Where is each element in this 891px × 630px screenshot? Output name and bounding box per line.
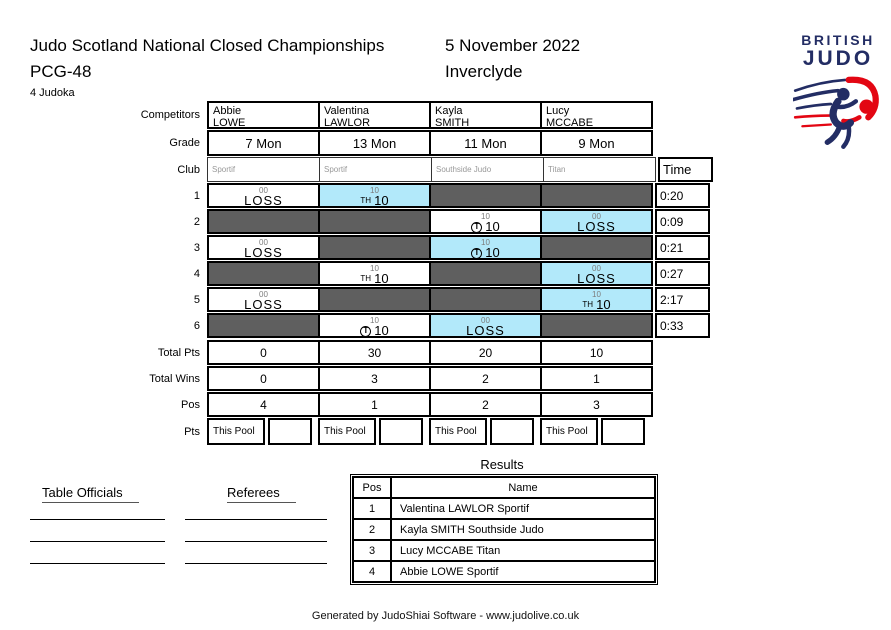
match-row [0,209,714,234]
row-label-club: Club [177,163,200,176]
club-cell: Southside Judo [431,157,544,182]
table-officials-heading: Table Officials [42,485,139,503]
pts-column [429,418,542,445]
pos-row [0,392,714,417]
referees-heading: Referees [227,485,296,503]
match-score-small: 10 [592,290,601,299]
match-number: 3 [193,241,200,254]
match-row [0,235,714,260]
win-type-circle-t-icon: T [360,326,371,337]
match-number: 2 [193,215,200,228]
result-name: Lucy MCCABE Titan [400,544,501,557]
pos-value: 4 [207,392,320,417]
total-pts-value: 0 [207,340,320,365]
match-cell [540,261,653,286]
match-score-small: 00 [259,186,268,195]
match-row [0,261,714,286]
competitor-last-name: MCCABE [546,117,594,129]
match-time: 0:27 [655,261,710,286]
competitor-header [207,101,320,129]
row-label-competitors: Competitors [140,109,200,121]
pts-empty-box [490,418,534,445]
win-type-label: TH [360,196,372,205]
pos-value: 2 [429,392,542,417]
result-name: Kayla SMITH Southside Judo [400,523,544,536]
row-label-grade: Grade [169,137,200,149]
competitor-first-name: Abbie [213,105,242,117]
this-pool-box: This Pool [318,418,376,445]
match-cell-idle [207,313,320,338]
match-cell-idle [207,261,320,286]
event-location: Inverclyde [445,62,523,81]
pts-column [540,418,653,445]
header-title-block [30,33,384,85]
match-result: LOSS [244,245,283,260]
this-pool-box: This Pool [207,418,265,445]
grade-row [0,130,714,156]
page-title: Judo Scotland National Closed Championships [30,36,385,55]
pts-column [318,418,431,445]
grade-cell: 7 Mon [207,130,320,156]
signature-line [30,519,165,520]
signature-line [185,563,327,564]
match-result: LOSS [244,193,283,208]
match-result: LOSS [577,271,616,286]
event-date: 5 November 2022 [445,36,581,55]
row-label-total-pts: Total Pts [157,346,200,359]
time-column-header: Time [658,157,713,182]
logo-text-british: BRITISH [801,32,875,48]
match-score-small: 10 [370,186,379,195]
match-cell [429,313,542,338]
total-wins-value: 0 [207,366,320,391]
match-cell [429,209,542,234]
match-score-small: 00 [481,316,490,325]
match-time: 2:17 [655,287,710,312]
match-score-small: 00 [259,238,268,247]
pts-row [0,418,714,445]
competitor-last-name: SMITH [435,117,470,129]
club-row [0,157,714,182]
grade-cell: 13 Mon [318,130,431,156]
win-type-label: TH [582,300,594,309]
match-score-small: 10 [370,264,379,273]
results-title: Results [480,457,524,472]
match-number: 6 [193,319,200,332]
pts-empty-box [601,418,645,445]
match-cell [318,183,431,208]
match-cell [207,235,320,260]
match-time: 0:33 [655,313,710,338]
match-cell-idle [429,261,542,286]
club-cell: Sportif [207,157,320,182]
total-wins-value: 3 [318,366,431,391]
match-result: LOSS [577,219,616,234]
match-cell [207,183,320,208]
result-pos: 4 [354,562,392,581]
match-points: 10 [374,193,389,208]
match-cell [540,209,653,234]
club-cell: Sportif [319,157,432,182]
match-cell [318,261,431,286]
total-wins-value: 1 [540,366,653,391]
results-header-name: Name [508,481,538,494]
competitor-first-name: Kayla [435,105,463,117]
result-name: Valentina LAWLOR Sportif [400,502,530,515]
grade-cell: 9 Mon [540,130,653,156]
match-score-small: 00 [592,212,601,221]
win-type-circle-t-icon: T [471,222,482,233]
match-row [0,313,714,338]
match-points: 10 [485,219,500,234]
results-row [354,539,654,560]
match-cell-idle [540,183,653,208]
match-result: LOSS [466,323,505,338]
pts-column [207,418,320,445]
signature-line [30,541,165,542]
match-cell-idle [540,313,653,338]
result-pos: 1 [354,499,392,518]
results-row [354,560,654,581]
grade-cell: 11 Mon [429,130,542,156]
total-pts-value: 20 [429,340,542,365]
match-number: 4 [193,267,200,280]
club-cell: Titan [543,157,656,182]
win-type-label: TH [360,274,372,283]
match-cell-idle [318,235,431,260]
header-date-block [445,33,580,85]
match-time: 0:09 [655,209,710,234]
match-score-small: 00 [592,264,601,273]
match-cell-idle [318,287,431,312]
row-label-pts: Pts [184,425,200,438]
match-row [0,287,714,312]
competitor-last-name: LOWE [213,117,246,129]
pool-table [0,101,714,446]
row-label-pos: Pos [181,398,200,411]
this-pool-box: This Pool [540,418,598,445]
competitor-header [429,101,542,129]
competitor-last-name: LAWLOR [324,117,371,129]
total-wins-value: 2 [429,366,542,391]
match-cell [429,235,542,260]
match-cell-idle [429,183,542,208]
results-table [352,476,656,583]
match-cell-idle [207,209,320,234]
signature-line [185,541,327,542]
competitors-row [0,101,714,129]
match-row [0,183,714,208]
match-cell [540,287,653,312]
pos-value: 3 [540,392,653,417]
signature-line [185,519,327,520]
match-points: 10 [374,271,389,286]
competitor-header [540,101,653,129]
total-pts-value: 30 [318,340,431,365]
match-score-small: 10 [370,316,379,325]
result-pos: 3 [354,541,392,560]
match-score-small: 00 [259,290,268,299]
results-header-row [354,478,654,497]
results-row [354,497,654,518]
match-cell-idle [540,235,653,260]
competitor-header [318,101,431,129]
match-cell [318,313,431,338]
row-label-total-wins: Total Wins [149,372,200,385]
match-result: LOSS [244,297,283,312]
signature-line [30,563,165,564]
result-name: Abbie LOWE Sportif [400,565,499,578]
match-time: 0:20 [655,183,710,208]
match-points: 10 [485,245,500,260]
match-cell [207,287,320,312]
match-number: 1 [193,189,200,202]
logo-text-judo: JUDO [802,47,874,70]
result-pos: 2 [354,520,392,539]
match-score-small: 10 [481,212,490,221]
match-points: 10 [596,297,611,312]
match-points: 10 [374,323,389,338]
pos-value: 1 [318,392,431,417]
total-wins-row [0,366,714,391]
category-title: PCG-48 [30,62,92,81]
pts-empty-box [268,418,312,445]
results-row [354,518,654,539]
win-type-circle-t-icon: T [471,248,482,259]
match-cell-idle [429,287,542,312]
match-score-small: 10 [481,238,490,247]
competitor-first-name: Lucy [546,105,570,117]
judoka-figure-icon [793,71,883,153]
footer-credit: Generated by JudoShiai Software - www.judolive.co.uk [311,610,580,622]
this-pool-box: This Pool [429,418,487,445]
match-number: 5 [193,293,200,306]
pts-empty-box [379,418,423,445]
match-cell-idle [318,209,431,234]
match-time: 0:21 [655,235,710,260]
results-header-pos: Pos [354,478,392,497]
judoka-count: 4 Judoka [30,87,75,99]
competitor-first-name: Valentina [324,105,370,117]
total-pts-value: 10 [540,340,653,365]
total-pts-row [0,340,714,365]
british-judo-logo [792,33,884,158]
